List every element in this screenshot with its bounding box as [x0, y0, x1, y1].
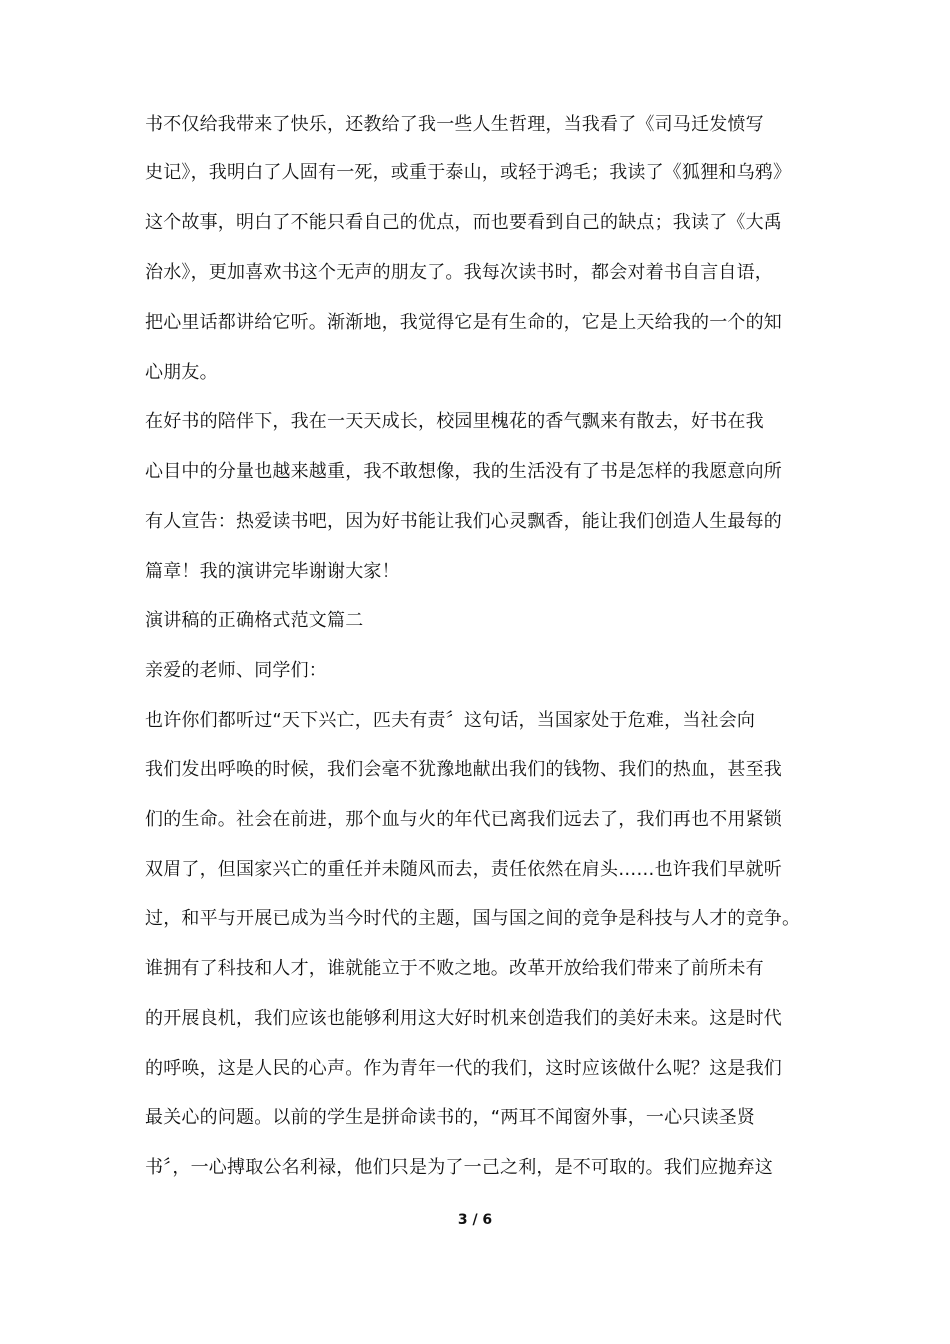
text-line: 篇章！我的演讲完毕谢谢大家！ — [145, 561, 400, 582]
text-line: 这个故事，明白了不能只看自己的优点，而也要看到自己的缺点；我读了《大禹 — [145, 212, 782, 233]
text-line: 治水》，更加喜欢书这个无声的朋友了。我每次读书时，都会对着书自言自语， — [145, 262, 773, 283]
text-line: 把心里话都讲给它听。渐渐地，我觉得它是有生命的，它是上天给我的一个的知 — [145, 312, 782, 333]
text-line: 史记》，我明白了人固有一死，或重于泰山，或轻于鸿毛；我读了《狐狸和乌鸦》 — [145, 162, 792, 183]
text-line: 心目中的分量也越来越重，我不敢想像，我的生活没有了书是怎样的我愿意向所 — [145, 461, 782, 482]
text-line: 在好书的陪伴下，我在一天天成长，校园里槐花的香气飘来有散去，好书在我 — [145, 411, 764, 432]
section-heading: 演讲稿的正确格式范文篇二 — [145, 610, 364, 631]
text-line: 过，和平与开展已成为当今时代的主题，国与国之间的竞争是科技与人才的竞争。 — [145, 908, 801, 929]
text-line: 书不仅给我带来了快乐，还教给了我一些人生哲理，当我看了《司马迁发愤写 — [145, 114, 764, 135]
page-number: 3 / 6 — [457, 1212, 493, 1228]
text-line: 我们发出呼唤的时候，我们会毫不犹豫地献出我们的钱物、我们的热血，甚至我 — [145, 759, 782, 780]
text-line: 也许你们都听过“天下兴亡，匹夫有责〞这句话，当国家处于危难，当社会向 — [145, 710, 756, 731]
text-line: 的开展良机，我们应该也能够利用这大好时机来创造我们的美好未来。这是时代 — [145, 1008, 782, 1029]
text-line: 们的生命。社会在前进，那个血与火的年代已离我们远去了，我们再也不用紧锁 — [145, 809, 782, 830]
salutation: 亲爱的老师、同学们： — [145, 660, 327, 681]
text-line: 心朋友。 — [145, 362, 218, 383]
text-line: 最关心的问题。以前的学生是拼命读书的，“两耳不闻窗外事，一心只读圣贤 — [145, 1107, 756, 1128]
text-line: 双眉了，但国家兴亡的重任并未随风而去，责任依然在肩头……也许我们早就听 — [145, 859, 782, 880]
text-line: 书〞，一心搏取公名利禄，他们只是为了一己之利，是不可取的。我们应抛弃这 — [145, 1157, 773, 1178]
text-line: 有人宣告：热爱读书吧，因为好书能让我们心灵飘香，能让我们创造人生最每的 — [145, 511, 782, 532]
text-line: 的呼唤，这是人民的心声。作为青年一代的我们，这时应该做什么呢？这是我们 — [145, 1058, 782, 1079]
text-line: 谁拥有了科技和人才，谁就能立于不败之地。改革开放给我们带来了前所未有 — [145, 958, 764, 979]
